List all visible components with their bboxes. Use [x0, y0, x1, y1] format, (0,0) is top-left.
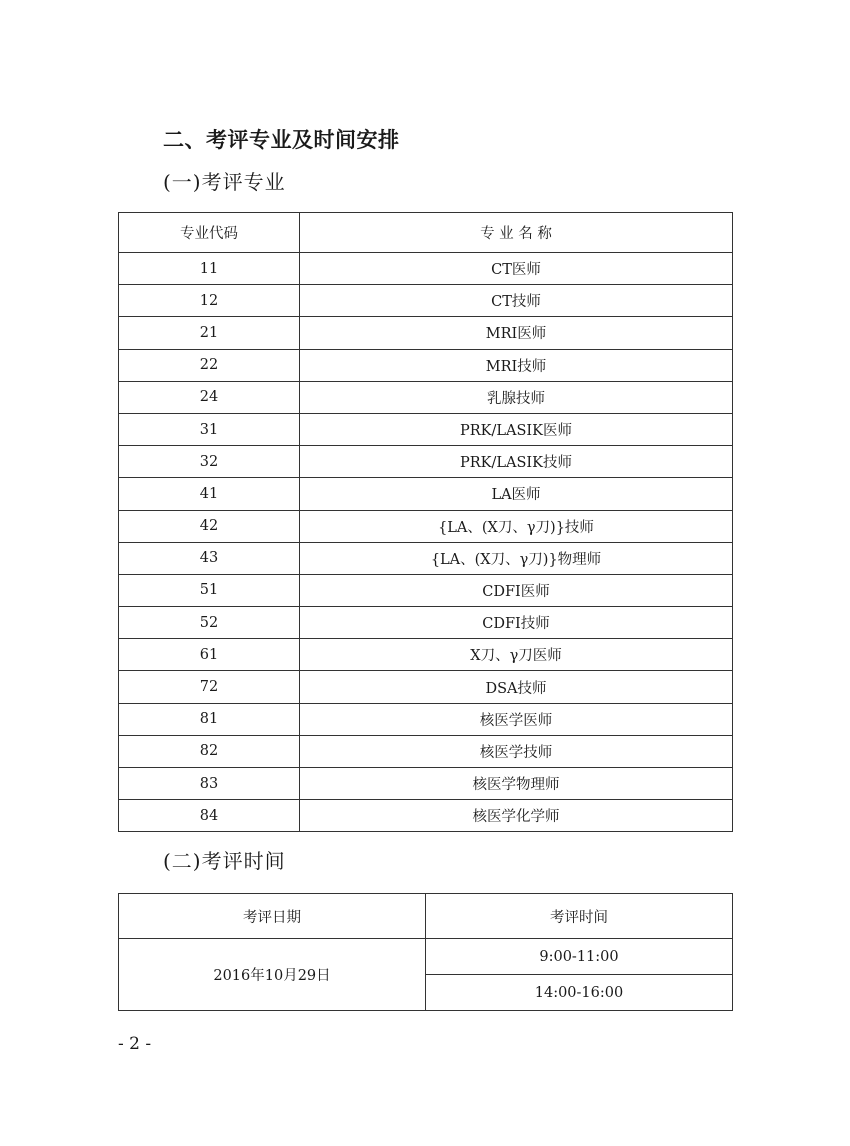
table-row [119, 800, 733, 832]
major-code: 83 [119, 768, 300, 800]
majors-header-row [119, 213, 733, 253]
major-code: 12 [119, 285, 300, 317]
major-code: 31 [119, 413, 300, 445]
schedule-time-morning: 9:00-11:00 [426, 939, 733, 975]
major-name: CDFI技师 [300, 607, 733, 639]
major-name: MRI技师 [300, 349, 733, 381]
table-row [119, 768, 733, 800]
major-name: PRK/LASIK医师 [300, 413, 733, 445]
schedule-header-date: 考评日期 [119, 894, 426, 939]
major-name: {LA、(X刀、γ刀)}技师 [300, 510, 733, 542]
table-row [119, 253, 733, 285]
major-code: 51 [119, 574, 300, 606]
schedule-date: 2016年10月29日 [119, 939, 426, 1011]
majors-subheading: (一)考评专业 [163, 170, 286, 194]
majors-body [119, 253, 733, 832]
schedule-header-row [119, 894, 733, 939]
major-code: 22 [119, 349, 300, 381]
major-name: CT技师 [300, 285, 733, 317]
table-row [119, 510, 733, 542]
table-row [119, 446, 733, 478]
table-row [119, 574, 733, 606]
major-code: 52 [119, 607, 300, 639]
major-code: 61 [119, 639, 300, 671]
schedule-table [118, 893, 733, 1011]
table-row [119, 478, 733, 510]
major-code: 84 [119, 800, 300, 832]
table-row [119, 413, 733, 445]
major-name: DSA技师 [300, 671, 733, 703]
majors-header-name: 专 业 名 称 [300, 213, 733, 253]
table-row [119, 703, 733, 735]
major-name: MRI医师 [300, 317, 733, 349]
major-name: 核医学技师 [300, 735, 733, 767]
major-code: 21 [119, 317, 300, 349]
major-code: 81 [119, 703, 300, 735]
table-row [119, 671, 733, 703]
table-row [119, 735, 733, 767]
table-row [119, 607, 733, 639]
major-name: LA医师 [300, 478, 733, 510]
major-code: 72 [119, 671, 300, 703]
section-heading: 二、考评专业及时间安排 [163, 128, 400, 152]
major-name: 核医学化学师 [300, 800, 733, 832]
major-name: X刀、γ刀医师 [300, 639, 733, 671]
major-code: 41 [119, 478, 300, 510]
major-code: 42 [119, 510, 300, 542]
table-row [119, 285, 733, 317]
table-row [119, 381, 733, 413]
majors-header-code: 专业代码 [119, 213, 300, 253]
major-name: CT医师 [300, 253, 733, 285]
major-name: CDFI医师 [300, 574, 733, 606]
major-name: 核医学物理师 [300, 768, 733, 800]
table-row [119, 317, 733, 349]
schedule-time-afternoon: 14:00-16:00 [426, 975, 733, 1011]
table-row [119, 639, 733, 671]
schedule-subheading: (二)考评时间 [163, 849, 286, 873]
major-code: 24 [119, 381, 300, 413]
major-name: 核医学医师 [300, 703, 733, 735]
major-name: {LA、(X刀、γ刀)}物理师 [300, 542, 733, 574]
majors-table [118, 212, 733, 832]
major-code: 11 [119, 253, 300, 285]
major-name: PRK/LASIK技师 [300, 446, 733, 478]
schedule-header-time: 考评时间 [426, 894, 733, 939]
table-row [119, 542, 733, 574]
major-code: 32 [119, 446, 300, 478]
major-name: 乳腺技师 [300, 381, 733, 413]
schedule-row [119, 939, 733, 975]
major-code: 43 [119, 542, 300, 574]
major-code: 82 [119, 735, 300, 767]
table-row [119, 349, 733, 381]
page-number: - 2 - [118, 1034, 152, 1054]
